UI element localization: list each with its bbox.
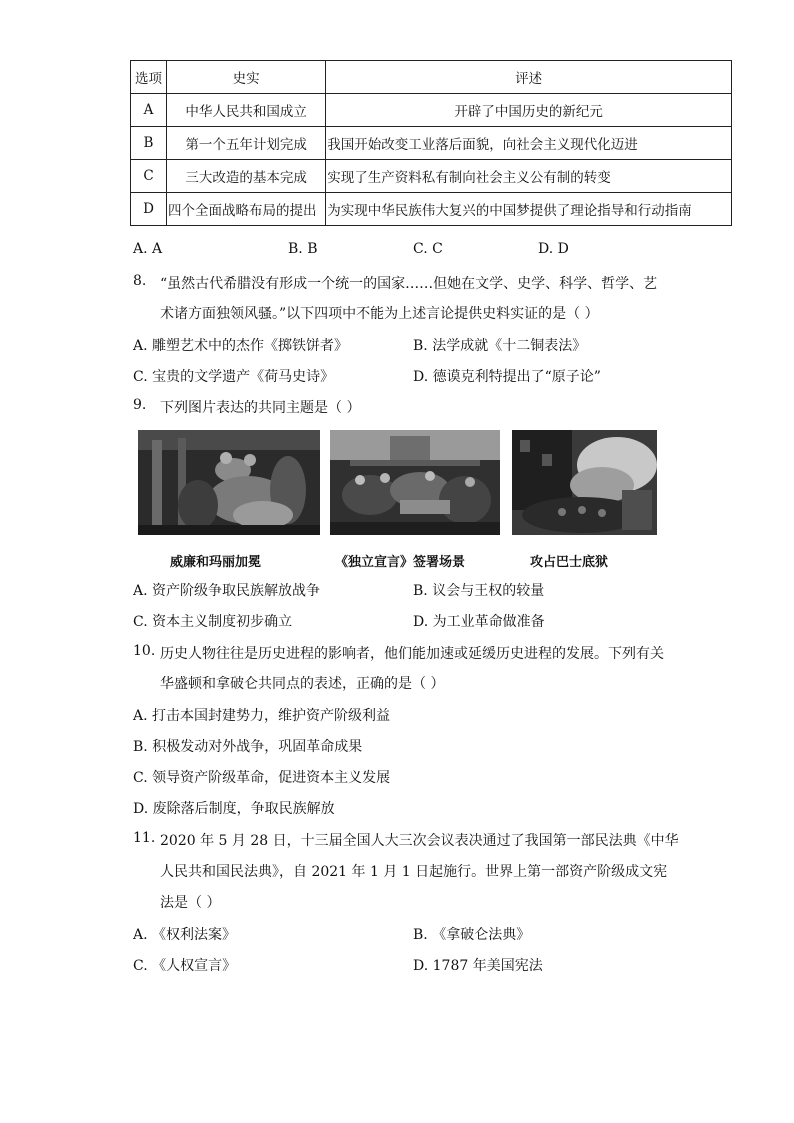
table-cell: 实现了生产资料私有制向社会主义公有制的转变 <box>326 160 732 193</box>
q8-option-c[interactable]: C. 宝贵的文学遗产《荷马史诗》 <box>133 369 335 385</box>
table-cell: A <box>131 94 167 127</box>
table-row <box>131 193 732 226</box>
table-cell: 第一个五年计划完成 <box>167 127 326 160</box>
table-row <box>131 94 732 127</box>
table-cell: 三大改造的基本完成 <box>167 160 326 193</box>
q9-stem: 下列图片表达的共同主题是（ ） <box>160 400 361 416</box>
table-header-row <box>131 61 732 94</box>
q9-caption-2: 《独立宣言》签署场景 <box>335 555 466 570</box>
q9-caption-1: 威廉和玛丽加冕 <box>170 555 262 570</box>
q10-option-d[interactable]: D. 废除落后制度，争取民族解放 <box>133 801 335 817</box>
q7-option-c[interactable]: C. C <box>413 241 443 257</box>
q10-stem-line2: 华盛顿和拿破仑共同点的表述，正确的是（ ） <box>160 676 445 692</box>
q9-caption-3: 攻占巴士底狱 <box>530 555 609 570</box>
q10-option-c[interactable]: C. 领导资产阶级革命，促进资本主义发展 <box>133 770 391 786</box>
q11-option-b[interactable]: B. 《拿破仑法典》 <box>413 927 531 943</box>
q9-option-d[interactable]: D. 为工业革命做准备 <box>413 614 545 630</box>
q7-option-a[interactable]: A. A <box>133 241 163 257</box>
q8-stem-line1: “虽然古代希腊没有形成一个统一的国家……但她在文学、史学、科学、哲学、艺 <box>160 276 658 292</box>
table-cell: C <box>131 160 167 193</box>
table-cell: 中华人民共和国成立 <box>167 94 326 127</box>
q11-stem-line2: 人民共和国民法典》，自 2021 年 1 月 1 日起施行。世界上第一部资产阶级成文宪 <box>160 864 668 880</box>
table-cell: D <box>131 193 167 226</box>
q7-option-d[interactable]: D. D <box>538 241 569 257</box>
table-header-cell: 选项 <box>131 61 167 94</box>
table-header-cell: 评述 <box>326 61 732 94</box>
q11-option-a[interactable]: A. 《权利法案》 <box>133 927 237 943</box>
table-cell: B <box>131 127 167 160</box>
q9-number: 9. <box>133 397 147 413</box>
q7-option-b[interactable]: B. B <box>288 241 318 257</box>
q8-option-b[interactable]: B. 法学成就《十二铜表法》 <box>413 338 587 354</box>
q8-stem-line2: 术诸方面独领风骚。”以下四项中不能为上述言论提供史料实证的是（ ） <box>160 306 599 322</box>
table-cell: 为实现中华民族伟大复兴的中国梦提供了理论指导和行动指南 <box>326 193 732 226</box>
table-row <box>131 127 732 160</box>
table-cell: 我国开始改变工业落后面貌，向社会主义现代化迈进 <box>326 127 732 160</box>
q8-option-a[interactable]: A. 雕塑艺术中的杰作《掷铁饼者》 <box>133 338 349 354</box>
table-row <box>131 160 732 193</box>
table-cell: 开辟了中国历史的新纪元 <box>326 94 732 127</box>
q10-stem-line1: 历史人物往往是历史进程的影响者，他们能加速或延缓历史进程的发展。下列有关 <box>160 646 664 662</box>
q7-facts-table <box>130 60 732 226</box>
q11-stem-line1: 2020 年 5 月 28 日，十三届全国人大三次会议表决通过了我国第一部民法典《中华 <box>160 833 679 849</box>
coronation-picture <box>138 430 320 535</box>
q11-option-c[interactable]: C. 《人权宣言》 <box>133 958 237 974</box>
bastille-storming-picture <box>512 430 657 535</box>
q9-option-b[interactable]: B. 议会与王权的较量 <box>413 583 545 599</box>
q8-option-d[interactable]: D. 德谟克利特提出了“原子论” <box>413 369 601 385</box>
table-header-cell: 史实 <box>167 61 326 94</box>
declaration-signing-picture <box>330 430 500 535</box>
q11-option-d[interactable]: D. 1787 年美国宪法 <box>413 958 543 974</box>
q9-option-c[interactable]: C. 资本主义制度初步确立 <box>133 614 293 630</box>
q8-number: 8. <box>133 273 147 289</box>
q10-option-b[interactable]: B. 积极发动对外战争，巩固革命成果 <box>133 739 363 755</box>
q10-option-a[interactable]: A. 打击本国封建势力，维护资产阶级利益 <box>133 708 391 724</box>
q10-number: 10. <box>133 643 156 659</box>
q11-number: 11. <box>133 830 156 846</box>
table-cell: 四个全面战略布局的提出 <box>167 193 326 226</box>
q9-option-a[interactable]: A. 资产阶级争取民族解放战争 <box>133 583 321 599</box>
q11-stem-line3: 法是（ ） <box>160 895 221 911</box>
